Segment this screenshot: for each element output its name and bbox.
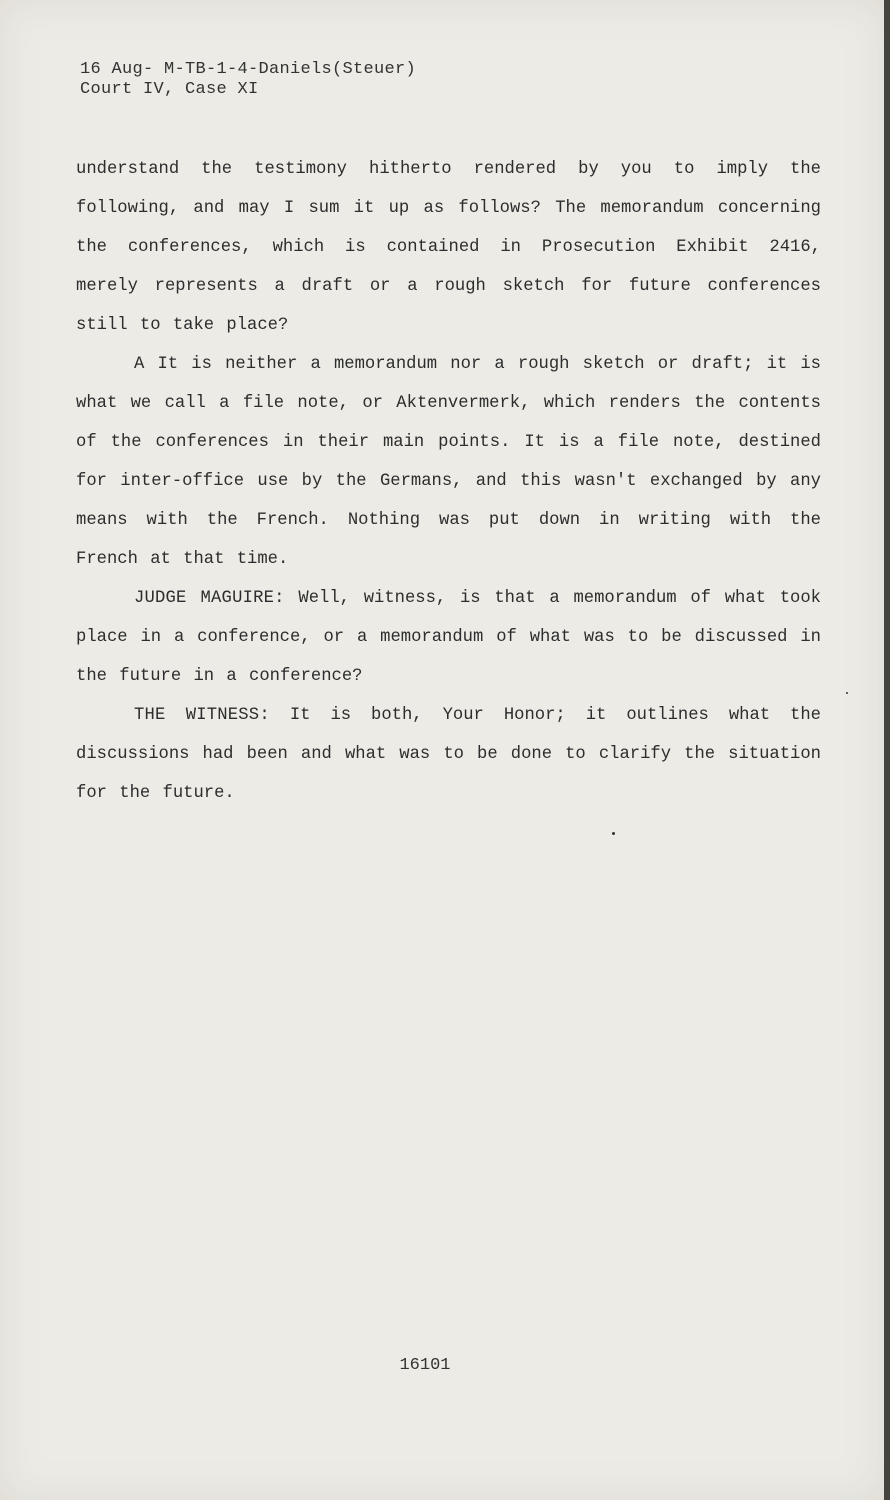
witness-answer-text: It is both, Your Honor; it outlines what the discussions had been and what was to be done to clarify the situation for the future. [76, 706, 822, 803]
judge-question-text: Well, witness, is that a memorandum of what took place in a conference, or a memorandum of what was to be discussed in the future in a conference? [76, 589, 821, 686]
body-text [76, 150, 821, 813]
speaker-judge: JUDGE MAGUIRE: [134, 589, 285, 608]
header-line-2: Court IV, Case XI [80, 80, 259, 99]
paragraph-answer: A It is neither a memorandum nor a rough sketch or draft; it is what we call a file note, or Aktenvermerk, which renders the contents of the conferences in their main points. It is a file note, destined for inter-office use by the Germans, and this wasn't exchanged by any means with the French. Nothing was put down in writing with the French at that time. [76, 355, 821, 569]
page-number: 16101 [399, 1356, 451, 1375]
ink-speck [612, 832, 615, 835]
paragraph-judge [76, 579, 821, 696]
speaker-witness: THE WITNESS: [134, 706, 270, 725]
paragraph-witness [76, 696, 821, 813]
ink-speck [846, 692, 848, 694]
header-line-1: 16 Aug- M-TB-1-4-Daniels(Steuer) [80, 60, 417, 79]
paragraph-question: understand the testimony hitherto rendered by you to imply the following, and may I sum it up as follows? The memorandum concerning the conferences, which is contained in Prosecution Exhibit 2416, merely represents a draft or a rough sketch for future conferences still to take place? [76, 160, 821, 335]
page-edge [884, 0, 890, 1500]
header [80, 60, 416, 100]
